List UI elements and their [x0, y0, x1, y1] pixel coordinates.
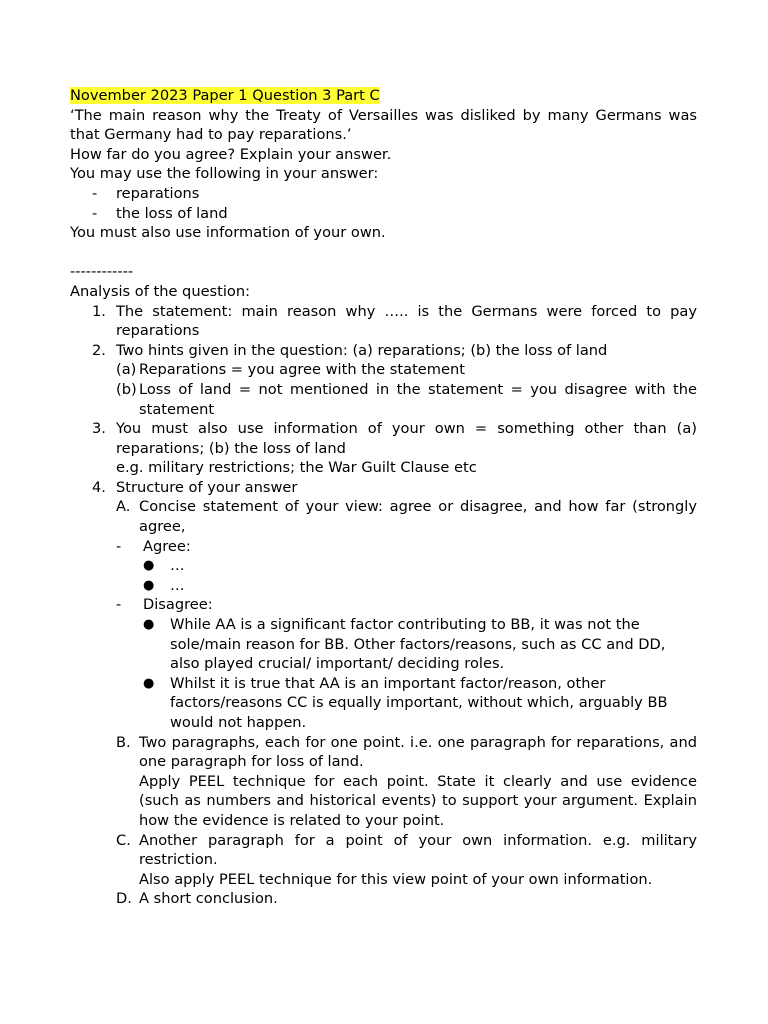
bullet-item [143, 674, 697, 733]
dash-marker: - [116, 537, 122, 555]
analysis-item [70, 419, 697, 458]
sub-label: (a) [116, 361, 137, 379]
hint-text: the loss of land [116, 204, 228, 222]
page-title: November 2023 Paper 1 Question 3 Part C [70, 87, 380, 104]
bullet-icon: ● [143, 675, 155, 691]
bullet-icon: ● [143, 617, 155, 633]
sub-label: A. [116, 498, 131, 516]
bullet-item [143, 615, 697, 674]
agree-item [116, 537, 697, 557]
sub-label: C. [116, 831, 131, 849]
structure-item-c [116, 831, 697, 870]
item-text: Two hints given in the question: (a) reparations; (b) the loss of land [116, 341, 608, 359]
sub-item [116, 380, 697, 419]
dash-marker: - [116, 596, 122, 614]
disagree-label: Disagree: [143, 596, 213, 614]
bullet-text: … [170, 576, 185, 594]
sub-text-continued: Also apply PEEL technique for this view point of your own information. [139, 870, 653, 888]
use-following-text: You may use the following in your answer: [70, 165, 379, 183]
item-text: The statement: main reason why ….. is the Germans were forced to pay reparations [116, 302, 697, 340]
bullet-item [143, 556, 697, 576]
analysis-heading: Analysis of the question: [70, 282, 251, 300]
structure-item-a [116, 497, 697, 536]
sub-item [116, 360, 697, 380]
item-extra: e.g. military restrictions; the War Guilt Clause etc [116, 459, 477, 477]
structure-item-d [116, 889, 697, 909]
analysis-item [70, 478, 697, 498]
sub-text: Loss of land = not mentioned in the statement = you disagree with the statement [139, 380, 697, 418]
analysis-item [70, 302, 697, 341]
disagree-item [116, 595, 697, 615]
item-text: Structure of your answer [116, 478, 298, 496]
hint-text: reparations [116, 184, 200, 202]
question-statement: ‘The main reason why the Treaty of Versailles was disliked by many Germans was that Germany had to pay reparations.’ [70, 106, 697, 144]
bullet-icon: ● [143, 558, 155, 574]
structure-item-b [116, 733, 697, 772]
bullet-text: While AA is a significant factor contributing to BB, it was not the sole/main reason for BB. Other factors/reasons, such as CC and DD, also played crucial/ important/ deciding roles. [170, 616, 666, 673]
agree-label: Agree: [143, 537, 191, 555]
bullet-icon: ● [143, 577, 155, 593]
bullet-item [143, 576, 697, 596]
bullet-text: … [170, 557, 185, 575]
item-number: 2. [92, 341, 106, 359]
question-prompt: How far do you agree? Explain your answer. [70, 145, 392, 163]
sub-text: Reparations = you agree with the statement [139, 361, 465, 379]
item-number: 1. [92, 302, 106, 320]
dash-marker: - [92, 184, 98, 202]
own-info-text: You must also use information of your own. [70, 224, 386, 242]
hint-item [70, 204, 697, 224]
sub-text: Two paragraphs, each for one point. i.e. one paragraph for reparations, and one paragraph for loss of land. [139, 733, 697, 771]
sub-label: (b) [116, 380, 137, 398]
item-number: 4. [92, 478, 106, 496]
item-text: You must also use information of your own = something other than (a) reparations; (b) the loss of land [116, 420, 697, 457]
sub-text-continued: Apply PEEL technique for each point. State it clearly and use evidence (such as numbers and historical events) to support your argument. Explain how the evidence is related to your point. [139, 772, 697, 829]
hint-item [70, 184, 697, 204]
item-number: 3. [92, 420, 106, 438]
sub-label: B. [116, 733, 131, 751]
dash-marker: - [92, 204, 98, 222]
sub-label: D. [116, 890, 132, 908]
bullet-text: Whilst it is true that AA is an important factor/reason, other factors/reasons CC is equally important, without which, arguably BB would not happen. [170, 674, 668, 731]
sub-text: Concise statement of your view: agree or disagree, and how far (strongly agree, [139, 498, 697, 536]
sub-text: Another paragraph for a point of your own information. e.g. military restriction. [139, 831, 697, 869]
separator: ------------ [70, 263, 134, 281]
document-body [70, 86, 697, 909]
analysis-item [70, 341, 697, 361]
sub-text: A short conclusion. [139, 890, 278, 908]
